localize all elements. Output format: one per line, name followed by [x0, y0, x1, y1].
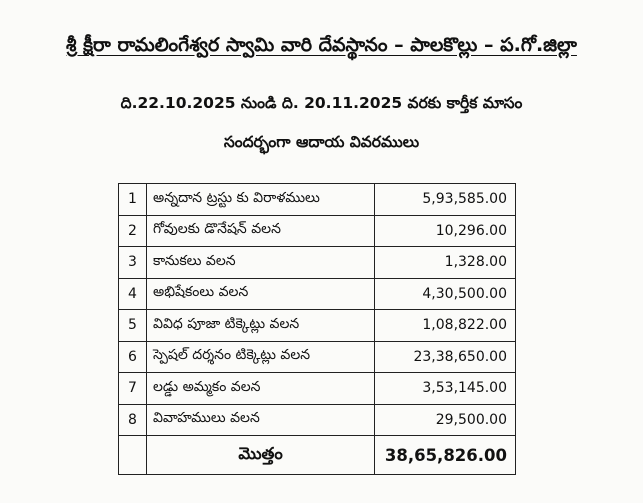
- income-description: స్పెషల్ దర్శనం టిక్కెట్లు వలన: [147, 341, 375, 373]
- income-amount: 29,500.00: [375, 404, 516, 436]
- income-amount: 1,328.00: [375, 247, 516, 279]
- income-description: లడ్డు అమ్మకం వలన: [147, 373, 375, 405]
- serial-number: 2: [119, 215, 147, 247]
- table-row: [119, 215, 516, 247]
- serial-number: 4: [119, 278, 147, 310]
- income-amount: 10,296.00: [375, 215, 516, 247]
- income-amount: 3,53,145.00: [375, 373, 516, 405]
- table-row: [119, 278, 516, 310]
- income-table: [118, 183, 516, 475]
- serial-number: 1: [119, 184, 147, 216]
- income-description: అన్నదాన ట్రస్టు కు విరాళములు: [147, 184, 375, 216]
- income-amount: 4,30,500.00: [375, 278, 516, 310]
- serial-number: 3: [119, 247, 147, 279]
- income-amount: 5,93,585.00: [375, 184, 516, 216]
- serial-number: 8: [119, 404, 147, 436]
- total-label: మొత్తం: [147, 436, 375, 475]
- income-amount: 1,08,822.00: [375, 310, 516, 342]
- serial-number: 6: [119, 341, 147, 373]
- income-description: గోవులకు డొనేషన్ వలన: [147, 215, 375, 247]
- income-description: వివాహములు వలన: [147, 404, 375, 436]
- income-description: అభిషేకంలు వలన: [147, 278, 375, 310]
- total-row: [119, 436, 516, 475]
- income-description: వివిధ పూజా టిక్కెట్లు వలన: [147, 310, 375, 342]
- serial-number: 5: [119, 310, 147, 342]
- table-row: [119, 373, 516, 405]
- table-row: [119, 310, 516, 342]
- income-amount: 23,38,650.00: [375, 341, 516, 373]
- table-row: [119, 341, 516, 373]
- subject-line: సందర్భంగా ఆదాయ వివరములు: [223, 133, 420, 151]
- temple-title: శ్రీ క్షీరా రామలింగేశ్వర స్వామి వారి దేవస్థానం – పాలకొల్లు – ప.గో.జిల్లా: [66, 34, 577, 56]
- total-amount: 38,65,826.00: [375, 436, 516, 475]
- table-row: [119, 404, 516, 436]
- income-description: కానుకలు వలన: [147, 247, 375, 279]
- serial-number: 7: [119, 373, 147, 405]
- table-row: [119, 247, 516, 279]
- empty-cell: [119, 436, 147, 475]
- table-row: [119, 184, 516, 216]
- period-line: ది.22.10.2025 నుండి ది. 20.11.2025 వరకు కార్తీక మాసం: [120, 94, 523, 112]
